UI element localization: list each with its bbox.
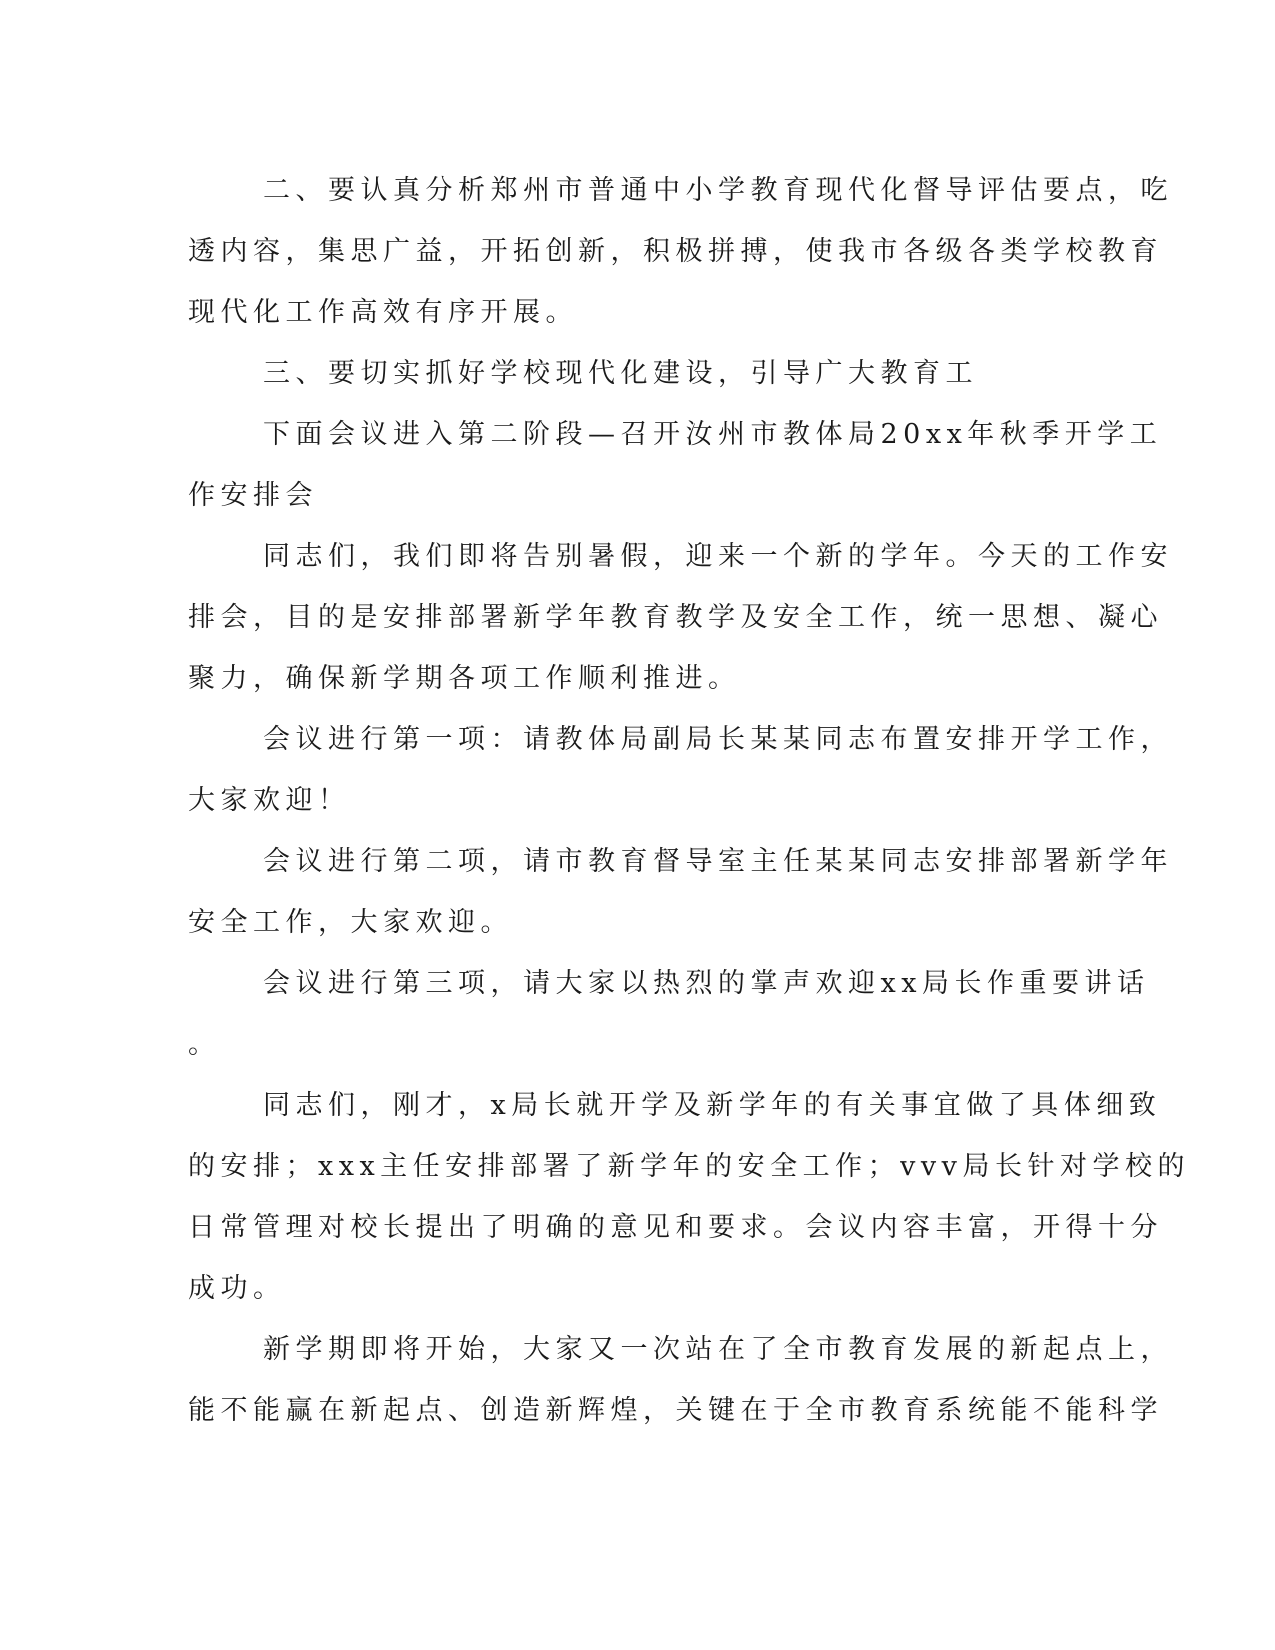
document-body — [188, 160, 1190, 1441]
paragraph-line: 下面会议进入第二阶段—召开汝州市教体局20xx年秋季开学工 — [263, 419, 1163, 450]
paragraph-line: 同志们，刚才，x局长就开学及新学年的有关事宜做了具体细致 — [263, 1090, 1162, 1121]
paragraph-line: 成功。 — [188, 1273, 286, 1304]
paragraph-line: 透内容，集思广益，开拓创新，积极拼搏，使我市各级各类学校教育 — [188, 236, 1163, 267]
paragraph-line: 安全工作，大家欢迎。 — [188, 907, 513, 938]
paragraph-line: 二、要认真分析郑州市普通中小学教育现代化督导评估要点，吃 — [263, 175, 1173, 206]
paragraph-1 — [188, 160, 1173, 343]
paragraph-5 — [188, 709, 1173, 831]
paragraph-2 — [188, 343, 1088, 404]
paragraph-line: 三、要切实抓好学校现代化建设，引导广大教育工 — [263, 358, 978, 389]
paragraph-line: 的安排；xxx主任安排部署了新学年的安全工作；vvv局长针对学校的 — [188, 1151, 1190, 1182]
paragraph-9 — [188, 1319, 1173, 1441]
paragraph-7 — [188, 953, 1150, 1075]
paragraph-line: 会议进行第三项，请大家以热烈的掌声欢迎xx局长作重要讲话 — [263, 968, 1150, 999]
paragraph-line: 大家欢迎！ — [188, 785, 351, 816]
paragraph-line: 日常管理对校长提出了明确的意见和要求。会议内容丰富，开得十分 — [188, 1212, 1163, 1243]
paragraph-line: 会议进行第一项：请教体局副局长某某同志布置安排开学工作， — [263, 724, 1173, 755]
paragraph-6 — [188, 831, 1173, 953]
paragraph-line: 。 — [188, 1029, 221, 1060]
paragraph-line: 排会，目的是安排部署新学年教育教学及安全工作，统一思想、凝心 — [188, 602, 1163, 633]
paragraph-line: 会议进行第二项，请市教育督导室主任某某同志安排部署新学年 — [263, 846, 1173, 877]
paragraph-line: 作安排会 — [188, 480, 318, 511]
paragraph-line: 现代化工作高效有序开展。 — [188, 297, 578, 328]
paragraph-line: 聚力，确保新学期各项工作顺利推进。 — [188, 663, 741, 694]
paragraph-8 — [188, 1075, 1190, 1319]
paragraph-3 — [188, 404, 1163, 526]
paragraph-4 — [188, 526, 1173, 709]
paragraph-line: 能不能赢在新起点、创造新辉煌，关键在于全市教育系统能不能科学 — [188, 1395, 1163, 1426]
paragraph-line: 同志们，我们即将告别暑假，迎来一个新的学年。今天的工作安 — [263, 541, 1173, 572]
paragraph-line: 新学期即将开始，大家又一次站在了全市教育发展的新起点上， — [263, 1334, 1173, 1365]
